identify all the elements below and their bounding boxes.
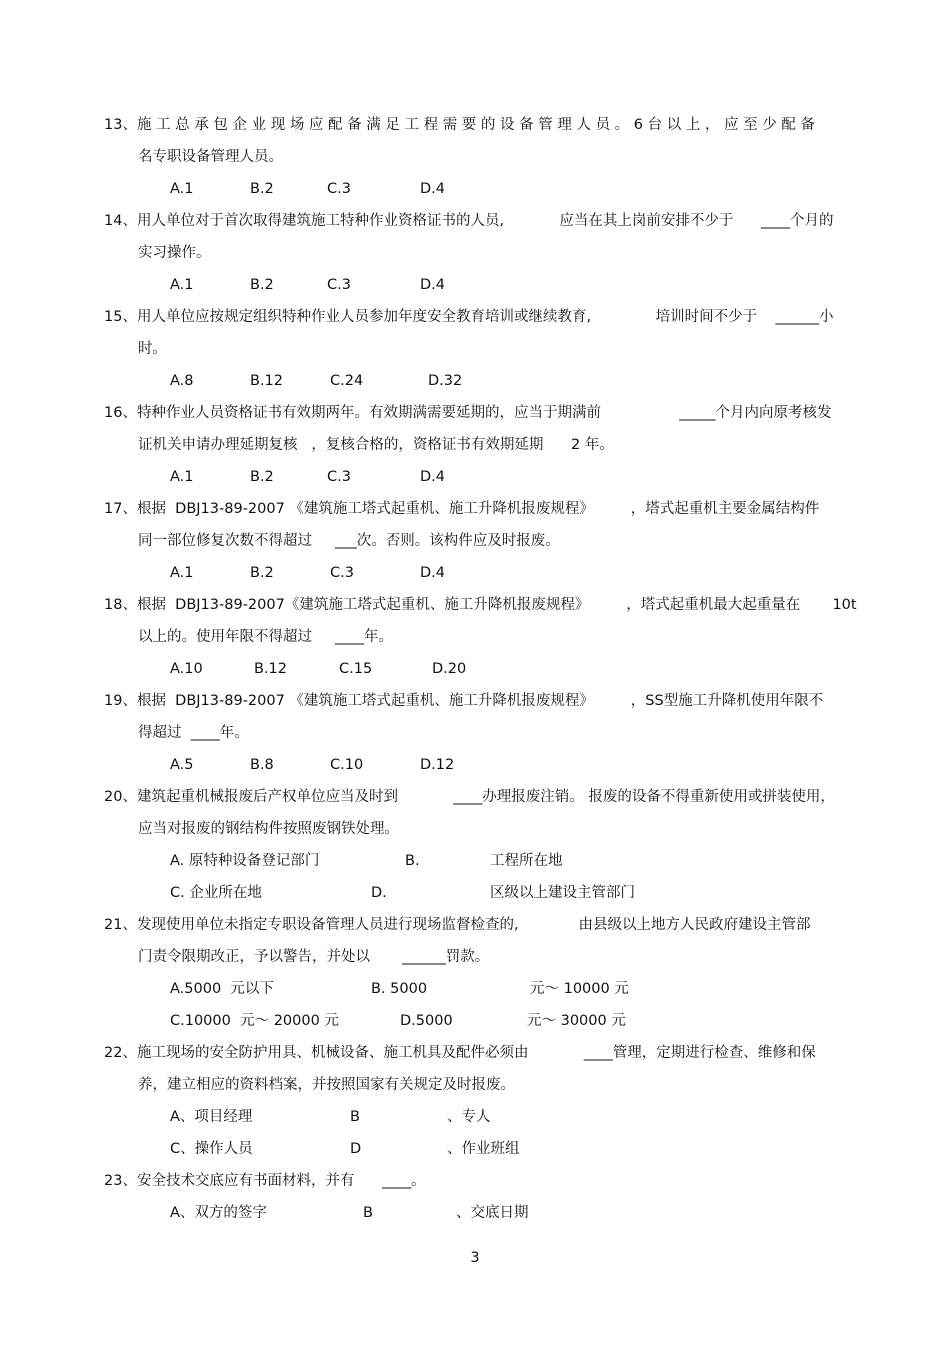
q18-option-a: A.10	[170, 661, 203, 677]
question-19-line1: 19、根据 DBJ13-89-2007 《建筑施工塔式起重机、施工升降机报废规程》 ，SS型施工升降机使用年限不	[104, 693, 824, 709]
question-15-line2: 时。	[138, 341, 167, 357]
q16-option-c: C.3	[327, 469, 351, 485]
q14-option-c: C.3	[327, 277, 351, 293]
q17-option-c: C.3	[330, 565, 354, 581]
q20-option-a: A. 原特种设备登记部门	[170, 853, 320, 869]
q23-option-a: A、双方的签字	[170, 1205, 267, 1221]
q16-option-a: A.1	[170, 469, 194, 485]
q18-option-c: C.15	[339, 661, 373, 677]
q18-option-d: D.20	[432, 661, 467, 677]
q21-option-d-amount: D.5000	[400, 1013, 453, 1029]
page-number: 3	[470, 1250, 480, 1266]
question-21-line1: 21、发现使用单位未指定专职设备管理人员进行现场监督检查的, 由县级以上地方人民政府建设主管部	[104, 917, 811, 933]
question-22-line1: 22、施工现场的安全防护用具、机械设备、施工机具及配件必须由 ____管理，定期进行检查、维修和保	[104, 1045, 816, 1061]
q19-option-a: A.5	[170, 757, 194, 773]
q13-option-b: B.2	[250, 181, 274, 197]
question-18-line2: 以上的。使用年限不得超过 ____年。	[138, 629, 394, 645]
q15-option-d: D.32	[428, 373, 463, 389]
q22-option-c: C、操作人员	[170, 1141, 253, 1157]
question-22-line2: 养，建立相应的资料档案，并按照国家有关规定及时报废。	[138, 1077, 515, 1093]
question-17-line2: 同一部位修复次数不得超过 ___次。否则。该构件应及时报废。	[138, 533, 560, 549]
q19-option-d: D.12	[420, 757, 455, 773]
q21-option-b-range: 元～ 10000 元	[530, 981, 629, 997]
question-19-line2: 得超过 ____年。	[138, 725, 249, 741]
q13-option-a: A.1	[170, 181, 194, 197]
q21-option-d-range: 元～ 30000 元	[527, 1013, 626, 1029]
question-14-line1: 14、用人单位对于首次取得建筑施工特种作业资格证书的人员, 应当在其上岗前安排不少于 ____个月的	[104, 213, 834, 229]
question-13-line1: 13、施 工 总 承 包 企 业 现 场 应 配 备 满 足 工 程 需 要 的 设 备 管 理 人 员 。 6 台 以 上 ， 应 至 少 配 备	[104, 117, 815, 133]
question-16-line2: 证机关申请办理延期复核 ，复核合格的，资格证书有效期延期 2 年。	[138, 437, 614, 453]
question-15-line1: 15、用人单位应按规定组织特种作业人员参加年度安全教育培训或继续教育, 培训时间不少于 ______小	[104, 309, 834, 325]
q20-option-d-text: 区级以上建设主管部门	[490, 885, 635, 901]
q13-option-c: C.3	[327, 181, 351, 197]
question-14-line2: 实习操作。	[138, 245, 211, 261]
question-17-line1: 17、根据 DBJ13-89-2007 《建筑施工塔式起重机、施工升降机报废规程》 ，塔式起重机主要金属结构件	[104, 501, 820, 517]
q19-option-b: B.8	[250, 757, 274, 773]
q21-option-a: A.5000 元以下	[170, 981, 274, 997]
q20-option-c: C. 企业所在地	[170, 885, 262, 901]
question-13-line2: 名专职设备管理人员。	[138, 149, 283, 165]
q22-option-d-text: 、作业班组	[447, 1141, 520, 1157]
q23-option-b-letter: B	[363, 1205, 373, 1221]
question-20-line2: 应当对报废的钢结构件按照废钢铁处理。	[138, 821, 399, 837]
q13-option-d: D.4	[420, 181, 445, 197]
q22-option-a: A、项目经理	[170, 1109, 253, 1125]
q15-option-c: C.24	[330, 373, 364, 389]
question-20-line1: 20、建筑起重机械报废后产权单位应当及时到 ____办理报废注销。 报废的设备不得重新使用或拼装使用，	[104, 789, 835, 805]
q16-option-d: D.4	[420, 469, 445, 485]
q21-option-b-amount: B. 5000	[371, 981, 428, 997]
q20-option-b-text: 工程所在地	[490, 853, 563, 869]
q16-option-b: B.2	[250, 469, 274, 485]
question-18-line1: 18、根据 DBJ13-89-2007《建筑施工塔式起重机、施工升降机报废规程》 ，塔式起重机最大起重量在 10t	[104, 597, 857, 613]
q17-option-a: A.1	[170, 565, 194, 581]
question-21-line2: 门责令限期改正，予以警告，并处以 ______罚款。	[138, 949, 490, 965]
q17-option-d: D.4	[420, 565, 445, 581]
q14-option-a: A.1	[170, 277, 194, 293]
q22-option-b-text: 、专人	[447, 1109, 491, 1125]
q22-option-d-letter: D	[350, 1141, 362, 1157]
question-16-line1: 16、特种作业人员资格证书有效期两年。有效期满需要延期的，应当于期满前 _____个月内向原考核发	[104, 405, 832, 421]
q22-option-b-letter: B	[350, 1109, 360, 1125]
q23-option-b-text: 、交底日期	[456, 1205, 529, 1221]
q19-option-c: C.10	[330, 757, 364, 773]
q18-option-b: B.12	[254, 661, 288, 677]
q15-option-a: A.8	[170, 373, 194, 389]
q14-option-b: B.2	[250, 277, 274, 293]
question-23-line1: 23、安全技术交底应有书面材料，并有 ____。	[104, 1173, 426, 1189]
q14-option-d: D.4	[420, 277, 445, 293]
q21-option-c: C.10000 元～ 20000 元	[170, 1013, 339, 1029]
q15-option-b: B.12	[250, 373, 284, 389]
q20-option-b-letter: B.	[405, 853, 420, 869]
q20-option-d-letter: D.	[371, 885, 387, 901]
q17-option-b: B.2	[250, 565, 274, 581]
